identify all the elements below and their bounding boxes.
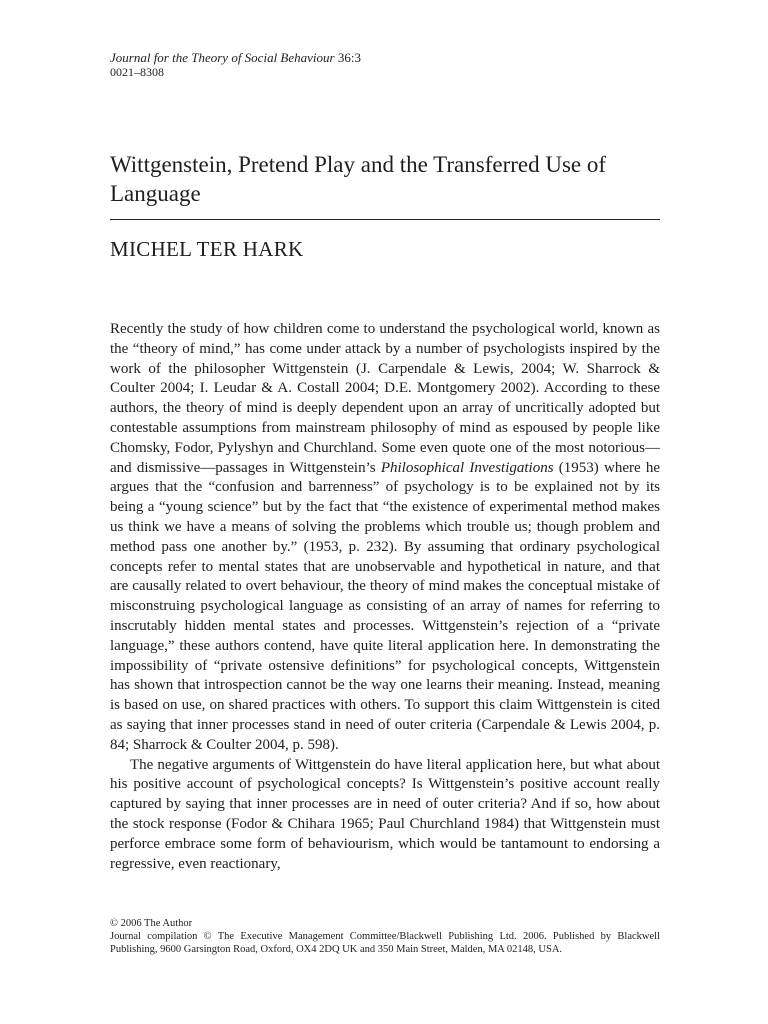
journal-name: Journal for the Theory of Social Behaviour xyxy=(110,50,335,65)
paragraph-1-part-a: Recently the study of how children come to understand the psychological world, known as the “theory of mind,” has come under attack by a number of psychologists inspired by the work of the philosopher Wittgenstein (J. Carpendale & Lewis, 2004; W. Sharrock & Coulter 2004; I. Leudar & A. Costall 2004; D.E. Montgomery 2002). According to these authors, the theory of mind is deeply dependent upon an array of uncritically adopted but contestable assumptions from mainstream philosophy of mind as espoused by people like Chomsky, Fodor, Pylyshyn and Churchland. Some even quote one of the most notorious—and dismissive—passages in Wittgenstein’s xyxy=(110,321,660,476)
paragraph-2: The negative arguments of Wittgenstein do have literal application here, but what about his positive account of psychological concepts? Is Wittgenstein’s positive account really captured by saying that inner processes are in need of outer criteria? And if so, how about the stock response (Fodor & Chihara 1965; Paul Churchland 1984) that Wittgenstein must perforce embrace some form of behaviourism, which would be tantamount to endorsing a regressive, even reactionary, xyxy=(110,756,660,872)
copyright-footer xyxy=(110,917,660,956)
article-body xyxy=(110,320,660,874)
volume-issue: 36:3 xyxy=(337,50,361,65)
cited-book-title: Philosophical Investigations xyxy=(380,459,554,476)
title-divider xyxy=(110,219,660,220)
publisher-line: Journal compilation © The Executive Management Committee/Blackwell Publishing Ltd. 2006. Published by Blackwell Publishing, 9600 Garsington Road, Oxford, OX4 2DQ UK and 350 Main Street, Malden, MA 02148, USA. xyxy=(110,931,660,955)
author-name: MICHEL TER HARK xyxy=(110,237,304,261)
issn: 0021–8308 xyxy=(110,65,164,79)
journal-citation xyxy=(110,50,660,65)
copyright-line: © 2006 The Author xyxy=(110,918,193,929)
article-title: Wittgenstein, Pretend Play and the Transferred Use of Language xyxy=(110,152,607,206)
paragraph-1 xyxy=(110,320,660,756)
article-page xyxy=(110,50,660,874)
paragraph-1-part-b: (1953) where he argues that the “confusion and barrenness” of psychology is to be explained not by its being a “young science” but by the fact that “the existence of experimental method makes us think we have a means of solving the problems which trouble us; though problem and method pass one another by.” (1953, p. 232). By assuming that ordinary psychological concepts refer to mental states that are unobservable and hypothetical in nature, and that are causally related to overt behaviour, the theory of mind makes the conceptual mistake of misconstruing psychological language as consisting of an array of names for referring to inscrutably hidden mental states and processes. Wittgenstein’s rejection of a “private language,” these authors contend, have quite literal application here. In demonstrating the impossibility of “private ostensive definitions” for psychological concepts, Wittgenstein has shown that introspection cannot be the way one learns their meaning. Instead, meaning is based on use, on shared practices with others. To support this claim Wittgenstein is cited as saying that inner processes stand in need of outer criteria (Carpendale & Lewis 2004, p. 84; Sharrock & Coulter 2004, p. 598). xyxy=(110,459,661,753)
